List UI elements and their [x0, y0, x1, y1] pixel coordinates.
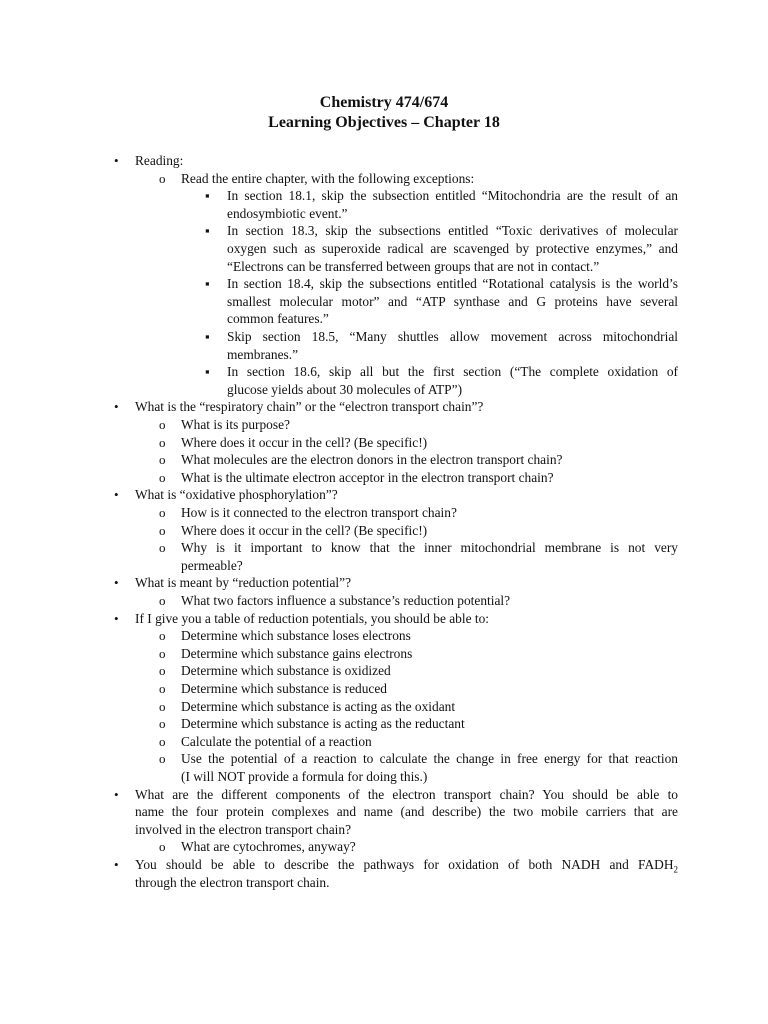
circle-marker: o [159, 170, 166, 186]
list-item: What is the ultimate electron acceptor in the electron transport chain? [181, 469, 554, 485]
list-item: through the electron transport chain. [135, 874, 330, 890]
circle-marker: o [159, 452, 166, 468]
list-item: common features.” [227, 311, 329, 327]
circle-marker: o [159, 505, 166, 520]
list-item: smallest molecular motor” and “ATP synthase and G proteins have several [227, 293, 678, 309]
list-item: Calculate the potential of a reaction [181, 733, 372, 749]
list-item: In section 18.4, skip the subsections entitled “Rotational catalysis is the world’s [227, 276, 678, 292]
document-subtitle: Learning Objectives – Chapter 18 [268, 114, 500, 131]
circle-marker: o [159, 434, 166, 450]
list-item: What two factors influence a substance’s reduction potential? [181, 593, 511, 608]
list-item: Skip section 18.5, “Many shuttles allow movement across mitochondrial [227, 329, 678, 344]
square-marker: ▪ [205, 223, 210, 239]
list-item: Determine which substance loses electrons [181, 628, 411, 644]
list-item: glucose yields about 30 molecules of ATP”) [227, 381, 463, 397]
list-item: What is its purpose? [181, 417, 290, 432]
list-item: Determine which substance is acting as the oxidant [181, 698, 456, 714]
list-item: In section 18.1, skip the subsection entitled “Mitochondria are the result of an [227, 188, 678, 204]
circle-marker: o [159, 663, 166, 679]
list-item: Where does it occur in the cell? (Be specific!) [181, 522, 428, 538]
circle-marker: o [159, 698, 166, 714]
list-item: “Electrons can be transferred between groups that are not in contact.” [227, 258, 600, 274]
bullet-marker: • [114, 786, 119, 802]
circle-marker: o [159, 469, 166, 485]
list-item: Where does it occur in the cell? (Be specific!) [181, 434, 428, 450]
list-item: Why is it important to know that the inner mitochondrial membrane is not very [181, 540, 678, 556]
list-item: Use the potential of a reaction to calculate the change in free energy for that reaction [181, 751, 678, 767]
list-item: Determine which substance gains electrons [181, 645, 413, 661]
bullet-marker: • [114, 399, 119, 415]
list-item: What is meant by “reduction potential”? [135, 575, 352, 591]
list-item: Read the entire chapter, with the following exceptions: [181, 170, 475, 186]
list-item: How is it connected to the electron transport chain? [181, 505, 457, 520]
list-item: involved in the electron transport chain? [135, 821, 352, 837]
bullet-marker: • [114, 575, 119, 591]
circle-marker: o [159, 839, 166, 855]
circle-marker: o [159, 593, 166, 608]
list-item: membranes.” [227, 346, 299, 362]
list-item: In section 18.6, skip all but the first section (“The complete oxidation of [227, 364, 678, 380]
list-item: Determine which substance is acting as the reductant [181, 716, 465, 732]
list-item: Determine which substance is oxidized [181, 663, 391, 679]
circle-marker: o [159, 716, 166, 732]
list-item: endosymbiotic event.” [227, 205, 348, 221]
circle-marker: o [159, 540, 166, 556]
square-marker: ▪ [205, 329, 210, 344]
circle-marker: o [159, 628, 166, 644]
bullet-marker: • [114, 857, 119, 872]
list-item: Reading: [135, 153, 184, 168]
list-item: What are cytochromes, anyway? [181, 839, 356, 855]
square-marker: ▪ [205, 276, 210, 292]
circle-marker: o [159, 733, 166, 749]
document-title: Chemistry 474/674 [319, 94, 449, 111]
circle-marker: o [159, 751, 166, 767]
circle-marker: o [159, 645, 166, 661]
square-marker: ▪ [205, 364, 210, 380]
list-item: permeable? [181, 557, 243, 573]
list-item: What is the “respiratory chain” or the “electron transport chain”? [135, 399, 484, 415]
list-item: In section 18.3, skip the subsections entitled “Toxic derivatives of molecular [227, 223, 678, 239]
bullet-marker: • [114, 153, 119, 168]
list-item: oxygen such as superoxide radical are scavenged by protective enzymes,” and [227, 241, 678, 256]
bullet-marker: • [114, 487, 119, 503]
list-item: If I give you a table of reduction potentials, you should be able to: [135, 610, 490, 626]
subscript-2: 2 [673, 864, 678, 875]
list-item: What molecules are the electron donors in the electron transport chain? [181, 452, 563, 468]
square-marker: ▪ [205, 188, 210, 204]
bullet-marker: • [114, 610, 119, 626]
list-item-text: You should be able to describe the pathways for oxidation of both NADH and FADH [135, 857, 674, 872]
circle-marker: o [159, 522, 166, 538]
list-item: What are the different components of the electron transport chain? You should be able to [135, 786, 678, 802]
circle-marker: o [159, 681, 166, 696]
list-item: What is “oxidative phosphorylation”? [135, 487, 338, 503]
list-item: name the four protein complexes and name (and describe) the two mobile carriers that are [135, 804, 678, 820]
list-item: (I will NOT provide a formula for doing this.) [181, 769, 428, 784]
circle-marker: o [159, 417, 166, 432]
list-item: Determine which substance is reduced [181, 681, 387, 696]
